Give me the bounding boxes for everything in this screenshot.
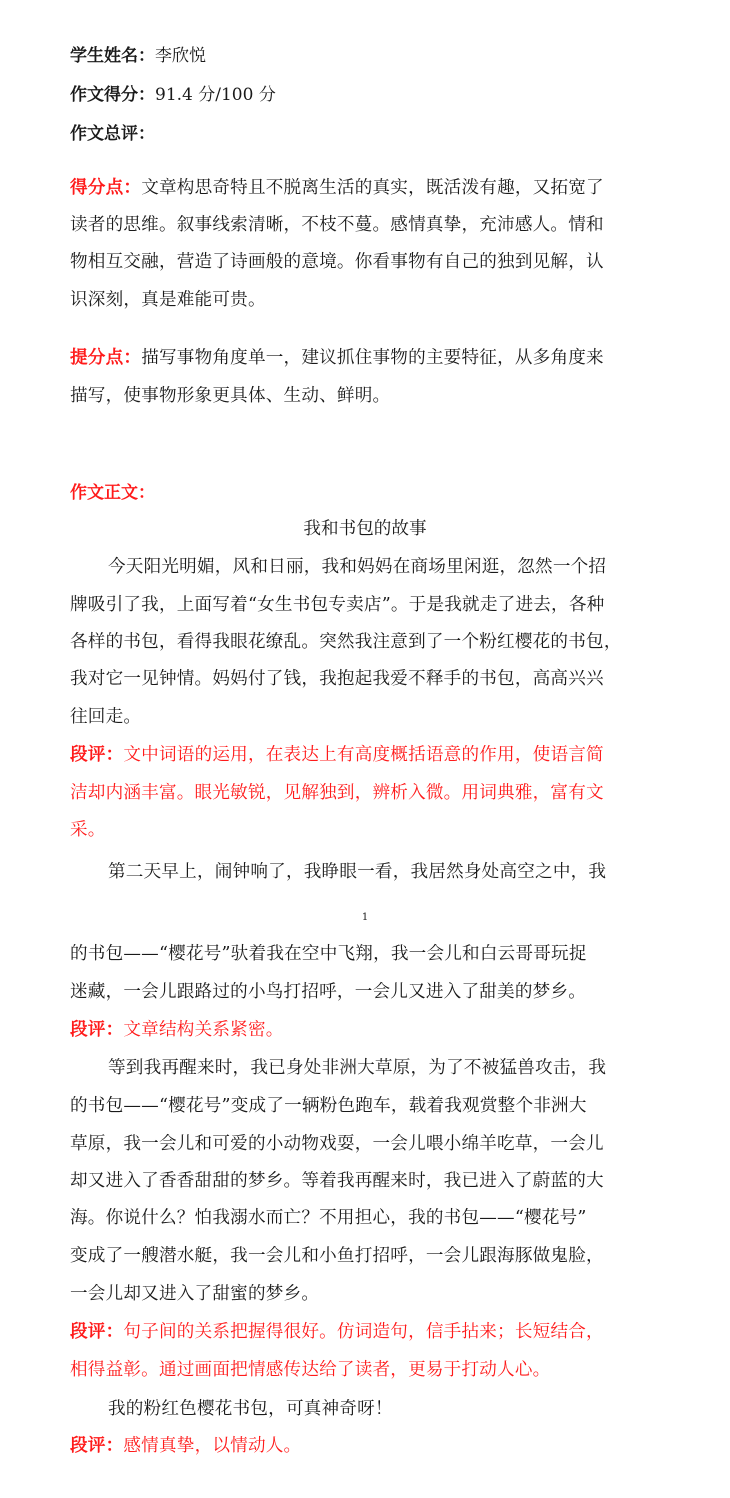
p3-line-1: 等到我再醒来时，我已身处非洲大草原，为了不被猛兽攻击，我 bbox=[108, 1058, 607, 1078]
p3-line-2: 的书包——“樱花号”变成了一辆粉色跑车，载着我观赏整个非洲大 bbox=[70, 1096, 587, 1116]
score-row bbox=[70, 83, 276, 107]
student-name-label: 学生姓名： bbox=[70, 46, 155, 66]
essay-label-row bbox=[70, 481, 155, 505]
p3-line-5: 海。你说什么？怕我溺水而亡？不用担心，我的书包——“樱花号” bbox=[70, 1208, 587, 1228]
plus-line-4: 识深刻，真是难能可贵。 bbox=[70, 290, 266, 310]
plus-text: 文章构思奇特且不脱离生活的真实，既活泼有趣，又拓宽了 bbox=[141, 178, 604, 198]
plus-line-3: 物相互交融，营造了诗画般的意境。你看事物有自己的独到见解，认 bbox=[70, 252, 604, 272]
essay-title: 我和书包的故事 bbox=[303, 519, 427, 539]
essay-label: 作文正文： bbox=[70, 483, 155, 503]
c4-text: 感情真挚，以情动人。 bbox=[123, 1436, 302, 1456]
plus-line-1 bbox=[70, 176, 604, 200]
p1-line-2: 牌吸引了我，上面写着“女生书包专卖店”。于是我就走了进去，各种 bbox=[70, 595, 605, 615]
overall-review-label: 作文总评： bbox=[70, 124, 155, 144]
comment-label: 段评： bbox=[70, 1019, 124, 1040]
student-name-row bbox=[70, 44, 206, 68]
p3-line-7: 一会儿却又进入了甜蜜的梦乡。 bbox=[70, 1284, 320, 1304]
p2-line-3: 迷藏，一会儿跟路过的小鸟打招呼，一会儿又进入了甜美的梦乡。 bbox=[70, 982, 587, 1002]
p1-line-3: 各样的书包，看得我眼花缭乱。突然我注意到了一个粉红樱花的书包， bbox=[70, 632, 622, 652]
improve-label: 提分点： bbox=[70, 347, 142, 368]
comment-label: 段评： bbox=[70, 1435, 124, 1456]
c2-text: 文章结构关系紧密。 bbox=[123, 1020, 284, 1040]
p3-line-4: 却又进入了香香甜甜的梦乡。等着我再醒来时，我已进入了蔚蓝的大 bbox=[70, 1171, 604, 1191]
p4-line-1: 我的粉红色樱花书包，可真神奇呀！ bbox=[108, 1399, 393, 1419]
p3-line-3: 草原，我一会儿和可爱的小动物戏耍，一会儿喂小绵羊吃草，一会儿 bbox=[70, 1134, 604, 1154]
improve-line-1 bbox=[70, 346, 604, 370]
c3-line-2: 相得益彰。通过画面把情感传达给了读者，更易于打动人心。 bbox=[70, 1360, 551, 1380]
c3-line-1 bbox=[70, 1320, 604, 1344]
comment-label: 段评： bbox=[70, 744, 124, 765]
c1-line-1 bbox=[70, 743, 604, 767]
student-name-value: 李欣悦 bbox=[155, 46, 206, 66]
c1-line-3: 采。 bbox=[70, 820, 106, 840]
c3-text: 句子间的关系把握得很好。仿词造句，信手拈来；长短结合， bbox=[123, 1322, 604, 1342]
comment-label: 段评： bbox=[70, 1321, 124, 1342]
p1-line-1: 今天阳光明媚，风和日丽，我和妈妈在商场里闲逛，忽然一个招 bbox=[108, 557, 607, 577]
plus-label: 得分点： bbox=[70, 177, 142, 198]
p3-line-6: 变成了一艘潜水艇，我一会儿和小鱼打招呼，一会儿跟海豚做鬼脸， bbox=[70, 1246, 604, 1266]
c1-text: 文中词语的运用，在表达上有高度概括语意的作用，使语言简 bbox=[123, 745, 604, 765]
score-value: 91.4 分/100 分 bbox=[155, 85, 276, 105]
improve-text: 描写事物角度单一，建议抓住事物的主要特征，从多角度来 bbox=[141, 348, 604, 368]
c4-line-1 bbox=[70, 1434, 301, 1458]
p1-line-5: 往回走。 bbox=[70, 707, 142, 727]
p2-line-2: 的书包——“樱花号”驮着我在空中飞翔，我一会儿和白云哥哥玩捉 bbox=[70, 944, 587, 964]
overall-review-row bbox=[70, 122, 155, 146]
score-label: 作文得分： bbox=[70, 85, 155, 105]
page-number: 1 bbox=[361, 912, 369, 923]
plus-line-2: 读者的思维。叙事线索清晰，不枝不蔓。感情真挚，充沛感人。情和 bbox=[70, 215, 604, 235]
p2-line-1: 第二天早上，闹钟响了，我睁眼一看，我居然身处高空之中，我 bbox=[108, 862, 607, 882]
c2-line-1 bbox=[70, 1018, 284, 1042]
c1-line-2: 洁却内涵丰富。眼光敏锐，见解独到，辨析入微。用词典雅，富有文 bbox=[70, 783, 604, 803]
p1-line-4: 我对它一见钟情。妈妈付了钱，我抱起我爱不释手的书包，高高兴兴 bbox=[70, 669, 604, 689]
improve-line-2: 描写，使事物形象更具体、生动、鲜明。 bbox=[70, 386, 391, 406]
